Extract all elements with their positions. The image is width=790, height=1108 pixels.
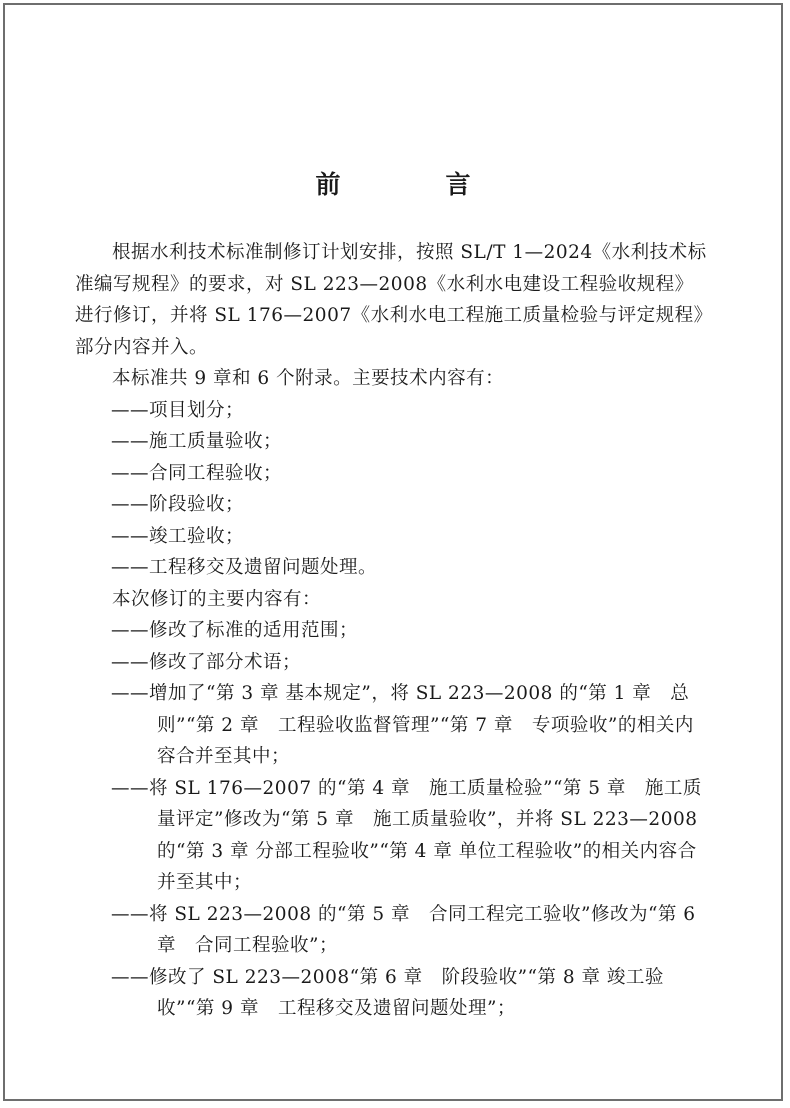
list-item: ——施工质量验收； [111,431,283,452]
list-item: ——工程移交及遗留问题处理。 [111,557,378,578]
contents-list [75,395,707,584]
intro-paragraph: 根据水利技术标准制修订计划安排，按照 SL/T 1—2024《水利技术标准编写规程》的要求，对 SL 223—2008《水利水电建设工程验收规程》进行修订，并将 SL 176—2007《水利水电工程施工质量检验与评定规程》部分内容并入。 [75,242,707,358]
revision-item: ——修改了 SL 223—2008“第 6 章 阶段验收”“第 8 章 竣工验收”“第 9 章 工程移交及遗留问题处理”； [111,966,664,1019]
revision-lead: 本次修订的主要内容有： [112,588,322,610]
preface-body [75,237,707,1025]
list-item: ——修改了标准的适用范围； [111,620,359,641]
document-page [3,3,783,1101]
revision-item: ——将 SL 176—2007 的“第 4 章 施工质量检验”“第 5 章 施工质量评定”修改为“第 5 章 施工质量验收”，并将 SL 223—2008 的“第 3 章 分部工程验收”“第 4 章 单位工程验收”的相关内容合并至其中； [111,777,702,893]
list-item: ——修改了部分术语； [111,651,302,673]
list-item: ——阶段验收； [111,494,245,515]
revision-item: ——增加了“第 3 章 基本规定”，将 SL 223—2008 的“第 1 章 总则”“第 2 章 工程验收监督管理”“第 7 章 专项验收”的相关内容合并至其中； [111,683,694,767]
list-item: ——合同工程验收； [111,462,283,484]
revision-list [75,615,707,678]
contents-lead: 本标准共 9 章和 6 个附录。主要技术内容有： [112,368,505,389]
list-item: ——项目划分； [111,399,245,421]
page-title: 前 言 [315,170,511,199]
revision-item: ——将 SL 223—2008 的“第 5 章 合同工程完工验收”修改为“第 6 章 合同工程验收”； [111,903,696,956]
list-item: ——竣工验收； [111,525,245,547]
